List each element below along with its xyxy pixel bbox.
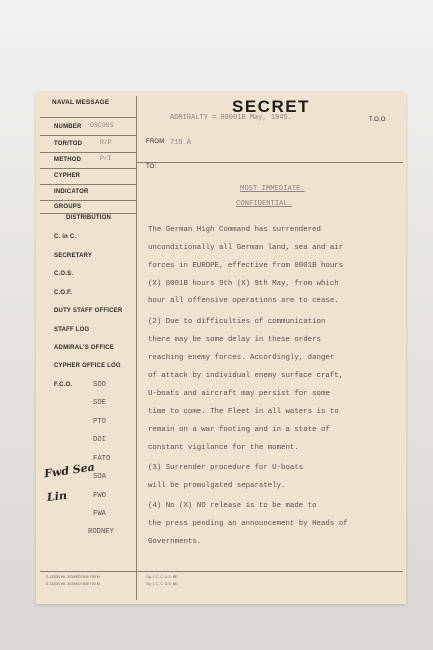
method-rule: [40, 168, 136, 169]
body-line: constant vigilance for the moment.: [148, 444, 299, 452]
groups-label: GROUPS: [54, 204, 82, 210]
distribution-item: ADMIRAL'S OFFICE: [54, 345, 114, 351]
distribution-item: CYPHER OFFICE LOG: [54, 363, 121, 369]
body-line: time to come. The Fleet in all waters is to: [148, 408, 339, 416]
body-line: (4) No (X) NO release is to be made to: [148, 502, 317, 510]
typed-code: SOE: [93, 399, 106, 407]
typed-code: DOI: [93, 436, 106, 444]
typed-code: SOA: [93, 473, 106, 481]
typed-code: FWA: [93, 510, 106, 518]
distribution-item: STAFF LOG: [54, 327, 90, 333]
method-value: P/I: [100, 155, 112, 162]
secret-heading: SECRET: [232, 97, 310, 116]
cypher-label: CYPHER: [54, 173, 81, 179]
tortod-value: R/P: [100, 139, 112, 146]
number-label: NUMBER: [54, 124, 82, 130]
body-line: reaching enemy forces. Accordingly, danger: [148, 354, 335, 362]
tortod-label: TOR/TOD: [54, 141, 83, 147]
typed-code: SOO: [93, 381, 106, 389]
footer-print-right: Gp. 1 C. C. & S. BE: [146, 582, 178, 586]
handwritten-note: Fwd Sea: [43, 460, 96, 481]
body-line: of attack by individual enemy surface craft,: [148, 372, 344, 380]
heading-confidential: CONFIDENTIAL.: [236, 200, 293, 208]
body-line: The German High Command has surrendered: [148, 226, 321, 234]
footer-rule: [40, 571, 403, 572]
from-label: FROM: [146, 139, 165, 145]
footer-print-left: S.1320B Wt. 30195/D7849 700 M: [46, 582, 100, 586]
body-line: will be promulgated separately.: [148, 482, 286, 490]
body-line: the press pending an announcement by Heads of: [148, 520, 348, 528]
body-line: Governments.: [148, 538, 202, 546]
typed-code: PTO: [93, 418, 106, 426]
naval-message-label: NAVAL MESSAGE: [52, 99, 110, 106]
number-rule: [40, 135, 136, 136]
method-label: METHOD: [54, 157, 82, 163]
body-line: U-boats and aircraft may persist for some: [148, 390, 330, 398]
indicator-label: INDICATOR: [54, 189, 89, 195]
distribution-label: DISTRIBUTION: [66, 215, 112, 221]
footer-print-left: S.1320B Wt. 30195/D7849 700 M: [46, 575, 100, 579]
typed-code: FWO: [93, 492, 106, 500]
body-line: there may be some delay in these orders: [148, 336, 321, 344]
from-rule: [137, 162, 403, 163]
distribution-item: DUTY STAFF OFFICER: [54, 308, 123, 314]
typed-code: RODNEY: [88, 528, 114, 536]
body-line: (3) Surrender procedure for U-boats: [148, 464, 304, 472]
number-value: OSCOSS: [90, 122, 114, 129]
distribution-item: C. in C.: [54, 234, 77, 240]
column-divider: [136, 96, 137, 600]
from-value-2: 719 A: [170, 139, 192, 147]
groups-rule: [40, 213, 136, 214]
body-line: unconditionally all German land, sea and air: [148, 244, 344, 252]
heading-most-immediate: MOST IMMEDIATE.: [240, 185, 305, 193]
body-line: (2) Due to difficulties of communication: [148, 318, 326, 326]
footer-print-right: Gp. 1 C. C. & S. BE: [146, 575, 178, 579]
body-line: hour all offensive operations are to cease.: [148, 297, 339, 305]
distribution-item: C.O.F.: [54, 290, 73, 296]
body-line: (X) 0001B hours 9th (X) 9th May, from which: [148, 280, 339, 288]
distribution-item: SECRETARY: [54, 253, 93, 259]
body-line: forces in EUROPE, effective from 0001B hours: [148, 262, 344, 270]
indicator-rule: [40, 200, 136, 201]
header-rule: [40, 117, 136, 118]
from-value: ADMIRALTY = 08001B May, 1945.: [170, 114, 292, 122]
body-line: remain on a war footing and in a state of: [148, 426, 330, 434]
too-label: T.O.O: [369, 117, 386, 123]
distribution-item: C.O.S.: [54, 271, 74, 277]
handwritten-note: Lin: [46, 488, 68, 505]
cypher-rule: [40, 184, 136, 185]
typed-code: FATO: [93, 455, 111, 463]
to-label: TO:: [146, 164, 157, 170]
tortod-rule: [40, 152, 136, 153]
distribution-item: F.C.O.: [54, 382, 73, 388]
